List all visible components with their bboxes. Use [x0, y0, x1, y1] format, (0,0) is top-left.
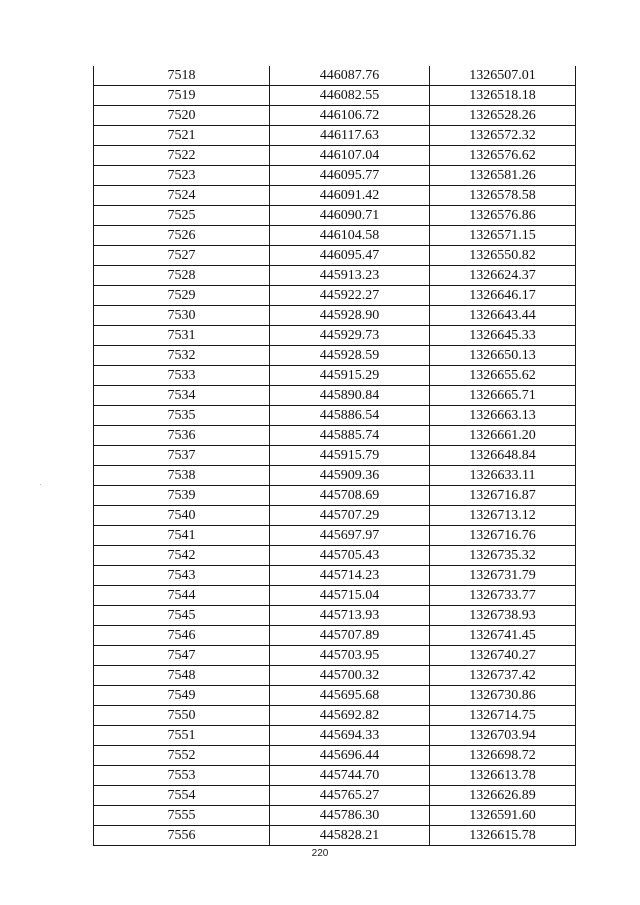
- x-coordinate-cell: 445707.29: [270, 506, 430, 526]
- table-row: [94, 686, 576, 706]
- point-id-cell: 7527: [94, 246, 270, 266]
- table-row: [94, 146, 576, 166]
- y-coordinate-cell: 1326613.78: [430, 766, 576, 786]
- point-id-cell: 7523: [94, 166, 270, 186]
- x-coordinate-cell: 445929.73: [270, 326, 430, 346]
- x-coordinate-cell: 446082.55: [270, 86, 430, 106]
- y-coordinate-cell: 1326626.89: [430, 786, 576, 806]
- table-row: [94, 666, 576, 686]
- table-row: [94, 246, 576, 266]
- x-coordinate-cell: 445694.33: [270, 726, 430, 746]
- y-coordinate-cell: 1326576.62: [430, 146, 576, 166]
- table-row: [94, 806, 576, 826]
- table-row: [94, 66, 576, 86]
- table-row: [94, 186, 576, 206]
- table-row: [94, 166, 576, 186]
- y-coordinate-cell: 1326703.94: [430, 726, 576, 746]
- x-coordinate-cell: 446117.63: [270, 126, 430, 146]
- y-coordinate-cell: 1326716.87: [430, 486, 576, 506]
- point-id-cell: 7549: [94, 686, 270, 706]
- point-id-cell: 7551: [94, 726, 270, 746]
- scan-speck: [40, 484, 41, 485]
- y-coordinate-cell: 1326737.42: [430, 666, 576, 686]
- table-row: [94, 366, 576, 386]
- table-row: [94, 786, 576, 806]
- table-row: [94, 506, 576, 526]
- x-coordinate-cell: 445909.36: [270, 466, 430, 486]
- coordinate-table-body: [94, 66, 576, 846]
- y-coordinate-cell: 1326578.58: [430, 186, 576, 206]
- x-coordinate-cell: 445915.29: [270, 366, 430, 386]
- point-id-cell: 7554: [94, 786, 270, 806]
- table-row: [94, 746, 576, 766]
- x-coordinate-cell: 445713.93: [270, 606, 430, 626]
- point-id-cell: 7534: [94, 386, 270, 406]
- y-coordinate-cell: 1326591.60: [430, 806, 576, 826]
- y-coordinate-cell: 1326655.62: [430, 366, 576, 386]
- table-row: [94, 626, 576, 646]
- x-coordinate-cell: 445928.90: [270, 306, 430, 326]
- x-coordinate-cell: 445885.74: [270, 426, 430, 446]
- x-coordinate-cell: 445697.97: [270, 526, 430, 546]
- x-coordinate-cell: 445828.21: [270, 826, 430, 846]
- point-id-cell: 7522: [94, 146, 270, 166]
- point-id-cell: 7537: [94, 446, 270, 466]
- table-row: [94, 346, 576, 366]
- point-id-cell: 7547: [94, 646, 270, 666]
- x-coordinate-cell: 446107.04: [270, 146, 430, 166]
- table-row: [94, 586, 576, 606]
- x-coordinate-cell: 445692.82: [270, 706, 430, 726]
- table-row: [94, 226, 576, 246]
- table-row: [94, 106, 576, 126]
- y-coordinate-cell: 1326645.33: [430, 326, 576, 346]
- x-coordinate-cell: 445886.54: [270, 406, 430, 426]
- y-coordinate-cell: 1326698.72: [430, 746, 576, 766]
- x-coordinate-cell: 445890.84: [270, 386, 430, 406]
- y-coordinate-cell: 1326714.75: [430, 706, 576, 726]
- table-row: [94, 646, 576, 666]
- table-row: [94, 126, 576, 146]
- table-row: [94, 826, 576, 846]
- point-id-cell: 7545: [94, 606, 270, 626]
- y-coordinate-cell: 1326731.79: [430, 566, 576, 586]
- table-row: [94, 406, 576, 426]
- x-coordinate-cell: 445714.23: [270, 566, 430, 586]
- point-id-cell: 7526: [94, 226, 270, 246]
- x-coordinate-cell: 445708.69: [270, 486, 430, 506]
- point-id-cell: 7552: [94, 746, 270, 766]
- x-coordinate-cell: 445700.32: [270, 666, 430, 686]
- point-id-cell: 7533: [94, 366, 270, 386]
- table-row: [94, 606, 576, 626]
- point-id-cell: 7530: [94, 306, 270, 326]
- table-row: [94, 726, 576, 746]
- y-coordinate-cell: 1326518.18: [430, 86, 576, 106]
- y-coordinate-cell: 1326528.26: [430, 106, 576, 126]
- table-row: [94, 466, 576, 486]
- table-row: [94, 86, 576, 106]
- x-coordinate-cell: 445928.59: [270, 346, 430, 366]
- y-coordinate-cell: 1326615.78: [430, 826, 576, 846]
- table-row: [94, 706, 576, 726]
- x-coordinate-cell: 445915.79: [270, 446, 430, 466]
- point-id-cell: 7521: [94, 126, 270, 146]
- point-id-cell: 7556: [94, 826, 270, 846]
- table-row: [94, 386, 576, 406]
- y-coordinate-cell: 1326665.71: [430, 386, 576, 406]
- x-coordinate-cell: 446091.42: [270, 186, 430, 206]
- x-coordinate-cell: 446106.72: [270, 106, 430, 126]
- table-row: [94, 546, 576, 566]
- y-coordinate-cell: 1326730.86: [430, 686, 576, 706]
- point-id-cell: 7519: [94, 86, 270, 106]
- table-row: [94, 286, 576, 306]
- x-coordinate-cell: 445913.23: [270, 266, 430, 286]
- x-coordinate-cell: 445695.68: [270, 686, 430, 706]
- x-coordinate-cell: 445705.43: [270, 546, 430, 566]
- point-id-cell: 7532: [94, 346, 270, 366]
- x-coordinate-cell: 445715.04: [270, 586, 430, 606]
- x-coordinate-cell: 445922.27: [270, 286, 430, 306]
- y-coordinate-cell: 1326507.01: [430, 66, 576, 86]
- y-coordinate-cell: 1326740.27: [430, 646, 576, 666]
- y-coordinate-cell: 1326633.11: [430, 466, 576, 486]
- x-coordinate-cell: 446104.58: [270, 226, 430, 246]
- x-coordinate-cell: 446095.77: [270, 166, 430, 186]
- y-coordinate-cell: 1326624.37: [430, 266, 576, 286]
- point-id-cell: 7553: [94, 766, 270, 786]
- x-coordinate-cell: 445744.70: [270, 766, 430, 786]
- y-coordinate-cell: 1326581.26: [430, 166, 576, 186]
- y-coordinate-cell: 1326646.17: [430, 286, 576, 306]
- x-coordinate-cell: 445786.30: [270, 806, 430, 826]
- page-number: 220: [311, 848, 329, 859]
- table-row: [94, 766, 576, 786]
- point-id-cell: 7546: [94, 626, 270, 646]
- point-id-cell: 7540: [94, 506, 270, 526]
- point-id-cell: 7542: [94, 546, 270, 566]
- coordinate-table: [93, 66, 576, 846]
- table-row: [94, 266, 576, 286]
- point-id-cell: 7529: [94, 286, 270, 306]
- point-id-cell: 7531: [94, 326, 270, 346]
- y-coordinate-cell: 1326741.45: [430, 626, 576, 646]
- x-coordinate-cell: 445707.89: [270, 626, 430, 646]
- y-coordinate-cell: 1326661.20: [430, 426, 576, 446]
- table-row: [94, 566, 576, 586]
- point-id-cell: 7524: [94, 186, 270, 206]
- y-coordinate-cell: 1326716.76: [430, 526, 576, 546]
- point-id-cell: 7550: [94, 706, 270, 726]
- y-coordinate-cell: 1326650.13: [430, 346, 576, 366]
- y-coordinate-cell: 1326648.84: [430, 446, 576, 466]
- point-id-cell: 7520: [94, 106, 270, 126]
- x-coordinate-cell: 446095.47: [270, 246, 430, 266]
- point-id-cell: 7535: [94, 406, 270, 426]
- x-coordinate-cell: 446087.76: [270, 66, 430, 86]
- point-id-cell: 7555: [94, 806, 270, 826]
- x-coordinate-cell: 445696.44: [270, 746, 430, 766]
- point-id-cell: 7538: [94, 466, 270, 486]
- point-id-cell: 7525: [94, 206, 270, 226]
- x-coordinate-cell: 445703.95: [270, 646, 430, 666]
- point-id-cell: 7536: [94, 426, 270, 446]
- table-row: [94, 486, 576, 506]
- y-coordinate-cell: 1326572.32: [430, 126, 576, 146]
- table-row: [94, 446, 576, 466]
- table-row: [94, 326, 576, 346]
- point-id-cell: 7539: [94, 486, 270, 506]
- y-coordinate-cell: 1326663.13: [430, 406, 576, 426]
- table-row: [94, 426, 576, 446]
- table-row: [94, 206, 576, 226]
- point-id-cell: 7543: [94, 566, 270, 586]
- y-coordinate-cell: 1326571.15: [430, 226, 576, 246]
- point-id-cell: 7544: [94, 586, 270, 606]
- table-row: [94, 526, 576, 546]
- y-coordinate-cell: 1326643.44: [430, 306, 576, 326]
- point-id-cell: 7541: [94, 526, 270, 546]
- y-coordinate-cell: 1326550.82: [430, 246, 576, 266]
- point-id-cell: 7528: [94, 266, 270, 286]
- y-coordinate-cell: 1326738.93: [430, 606, 576, 626]
- table-row: [94, 306, 576, 326]
- x-coordinate-cell: 446090.71: [270, 206, 430, 226]
- y-coordinate-cell: 1326735.32: [430, 546, 576, 566]
- point-id-cell: 7548: [94, 666, 270, 686]
- y-coordinate-cell: 1326576.86: [430, 206, 576, 226]
- point-id-cell: 7518: [94, 66, 270, 86]
- x-coordinate-cell: 445765.27: [270, 786, 430, 806]
- coordinate-table-container: [93, 66, 575, 846]
- y-coordinate-cell: 1326713.12: [430, 506, 576, 526]
- y-coordinate-cell: 1326733.77: [430, 586, 576, 606]
